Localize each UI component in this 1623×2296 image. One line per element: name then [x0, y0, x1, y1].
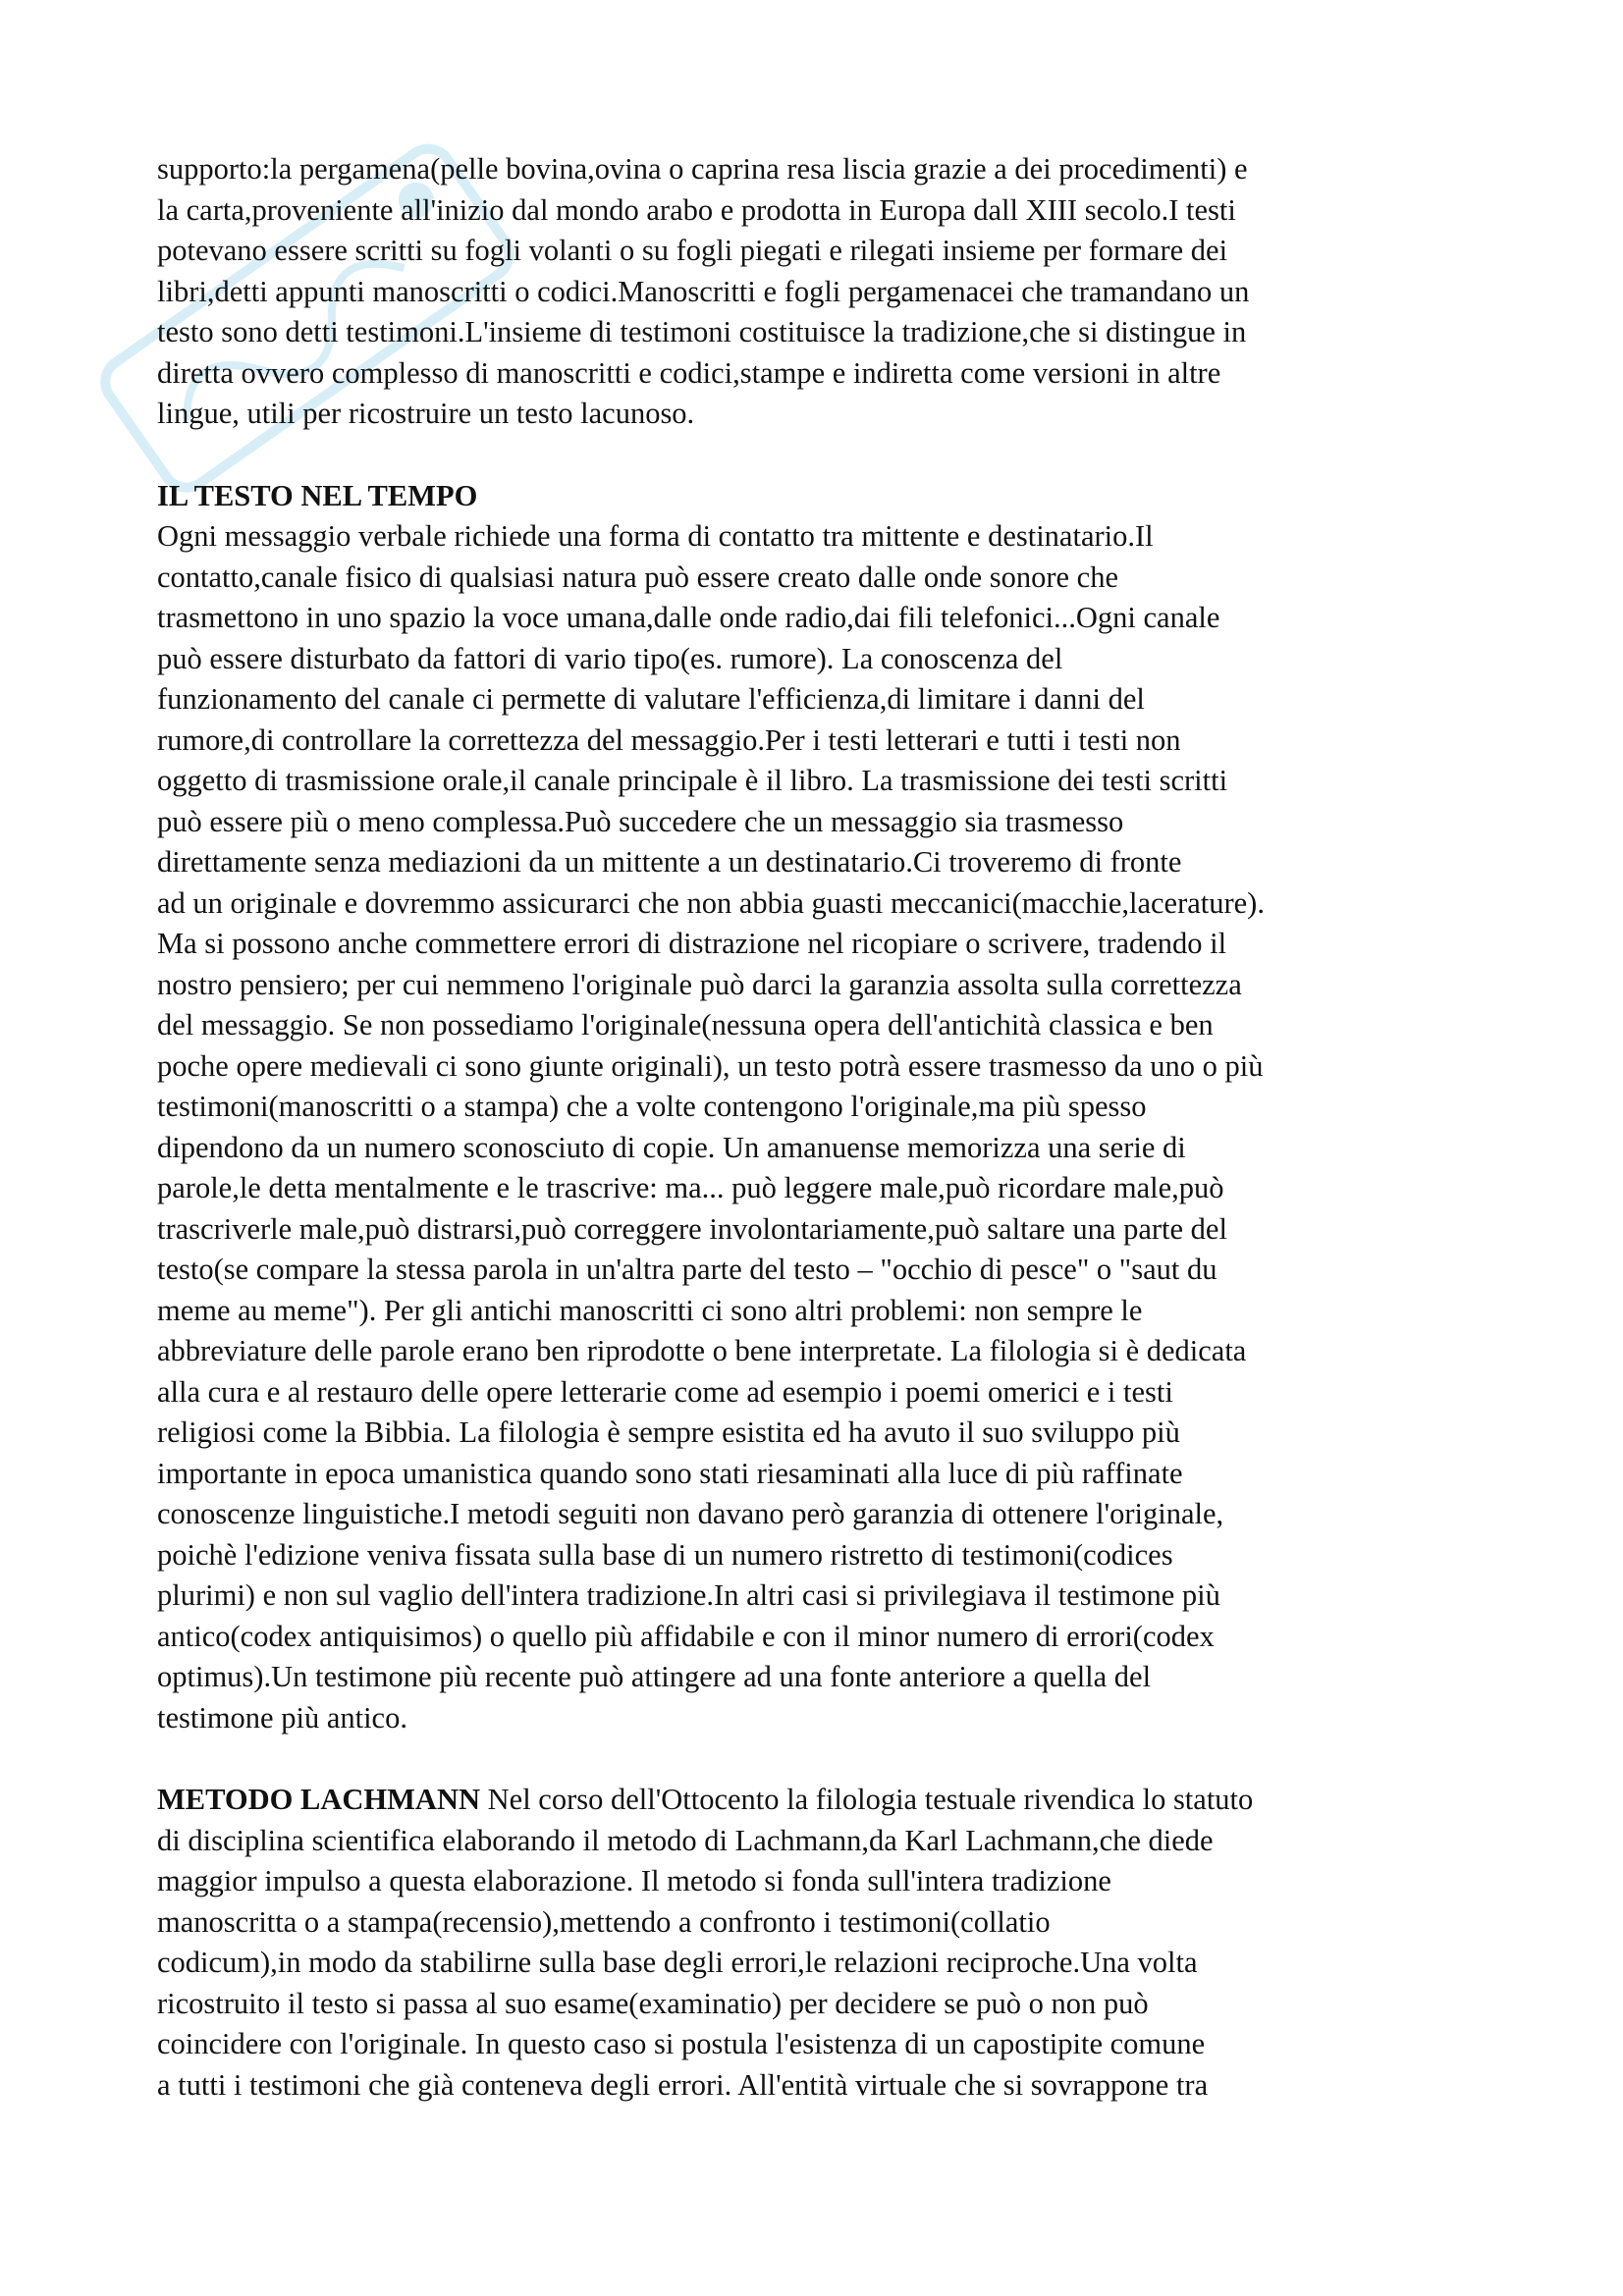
text-line: supporto:la pergamena(pelle bovina,ovina o caprina resa liscia grazie a dei procedimenti) e: [157, 152, 1248, 186]
text-line: funzionamento del canale ci permette di valutare l'efficienza,di limitare i danni del: [157, 682, 1145, 716]
text-line: Ma si possono anche commettere errori di distrazione nel ricopiare o scrivere, tradendo il: [157, 927, 1227, 960]
text-line: la carta,proveniente all'inizio dal mondo arabo e prodotta in Europa dall XIII secolo.I testi: [157, 192, 1236, 227]
text-line: religiosi come la Bibbia. La filologia è sempre esistita ed ha avuto il suo sviluppo più: [157, 1415, 1180, 1449]
text-line: ricostruito il testo si passa al suo esame(examinatio) per decidere se può o non può: [157, 1986, 1149, 2020]
text-line: testimoni(manoscritti o a stampa) che a volte contengono l'originale,ma più spesso: [157, 1090, 1147, 1123]
text-line: rumore,di controllare la correttezza del messaggio.Per i testi letterari e tutti i testi non: [157, 722, 1181, 757]
text-line: nostro pensiero; per cui nemmeno l'originale può darci la garanzia assolta sulla correttezza: [157, 967, 1242, 1001]
text-line: trascriverle male,può distrarsi,può correggere involontariamente,può saltare una parte del: [157, 1211, 1227, 1246]
text-line: ad un originale e dovremmo assicurarci che non abbia guasti meccanici(macchie,lacerature).: [157, 885, 1265, 920]
text-line: potevano essere scritti su fogli volanti o su fogli piegati e rilegati insieme per formare dei: [157, 234, 1228, 267]
section-first-line: [157, 1780, 1478, 1821]
text-line: testimone più antico.: [157, 1700, 407, 1735]
text-line: direttamente senza mediazioni da un mittente a un destinatario.Ci troveremo di fronte: [157, 845, 1182, 879]
text-line: trasmettono in uno spazio la voce umana,dalle onde radio,dai fili telefonici...Ogni canale: [157, 601, 1220, 634]
paragraph-spacer: [157, 435, 1478, 476]
paragraph-spacer: [157, 1738, 1478, 1780]
paragraph-supporto: [157, 149, 1478, 435]
text-line: alla cura e al restauro delle opere letterarie come ad esempio i poemi omerici e i testi: [157, 1374, 1173, 1409]
text-line: optimus).Un testimone più recente può attingere ad una fonte anteriore a quella del: [157, 1660, 1152, 1693]
text-line: del messaggio. Se non possediamo l'originale(nessuna opera dell'antichità classica e ben: [157, 1008, 1214, 1041]
text-line: meme au meme"). Per gli antichi manoscritti ci sono altri problemi: non sempre le: [157, 1293, 1143, 1327]
text-line: Ogni messaggio verbale richiede una forma di contatto tra mittente e destinatario.Il: [157, 519, 1154, 553]
section-metodo-lachmann: [157, 1780, 1478, 2106]
text-line: manoscritta o a stampa(recensio),mettendo a confronto i testimoni(collatio: [157, 1904, 1051, 1939]
text-line: plurimi) e non sul vaglio dell'intera tradizione.In altri casi si privilegiava il testimone più: [157, 1578, 1220, 1612]
section-testo-nel-tempo: [157, 476, 1478, 1739]
section-heading: METODO LACHMANN: [157, 1783, 481, 1816]
text-line: oggetto di trasmissione orale,il canale principale è il libro. La trasmissione dei testi scritti: [157, 764, 1228, 797]
text-line: maggior impulso a questa elaborazione. Il metodo si fonda sull'intera tradizione: [157, 1864, 1111, 1897]
text-line: dipendono da un numero sconosciuto di copie. Un amanuense memorizza una serie di: [157, 1130, 1186, 1164]
text-line: diretta ovvero complesso di manoscritti e codici,stampe e indiretta come versioni in altre: [157, 355, 1221, 390]
text-run: Nel corso dell'Ottocento la filologia testuale rivendica lo statuto: [480, 1783, 1254, 1816]
text-line: poche opere medievali ci sono giunte originali), un testo potrà essere trasmesso da uno o più: [157, 1048, 1264, 1083]
section-heading: IL TESTO NEL TEMPO: [157, 478, 478, 512]
text-line: poichè l'edizione veniva fissata sulla base di un numero ristretto di testimoni(codices: [157, 1537, 1173, 1572]
text-line: a tutti i testimoni che già conteneva degli errori. All'entità virtuale che si sovrappone tra: [157, 2067, 1209, 2102]
text-line: coincidere con l'originale. In questo caso si postula l'esistenza di un capostipite comune: [157, 2027, 1206, 2060]
text-line: testo(se compare la stessa parola in un'altra parte del testo – "occhio di pesce" o "saut du: [157, 1253, 1217, 1286]
text-line: testo sono detti testimoni.L'insieme di testimoni costituisce la tradizione,che si distingue in: [157, 315, 1247, 348]
text-line: antico(codex antiquisimos) o quello più affidabile e con il minor numero di errori(codex: [157, 1619, 1215, 1653]
text-line: abbreviature delle parole erano ben riprodotte o bene interpretate. La filologia si è dedicata: [157, 1334, 1247, 1367]
text-line: codicum),in modo da stabilirne sulla base degli errori,le relazioni reciproche.Una volta: [157, 1946, 1198, 1979]
text-line: di disciplina scientifica elaborando il metodo di Lachmann,da Karl Lachmann,che diede: [157, 1823, 1214, 1857]
text-line: conoscenze linguistiche.I metodi seguiti non davano però garanzia di ottenere l'originale,: [157, 1497, 1224, 1530]
document-page: [157, 149, 1478, 2106]
text-line: può essere disturbato da fattori di vario tipo(es. rumore). La conoscenza del: [157, 641, 1063, 675]
text-line: parole,le detta mentalmente e le trascrive: ma... può leggere male,può ricordare male,può: [157, 1171, 1224, 1204]
text-line: può essere più o meno complessa.Può succedere che un messaggio sia trasmesso: [157, 804, 1124, 838]
text-line: lingue, utili per ricostruire un testo lacunoso.: [157, 397, 695, 430]
text-line: contatto,canale fisico di qualsiasi natura può essere creato dalle onde sonore che: [157, 560, 1118, 594]
text-line: libri,detti appunti manoscritti o codici.Manoscritti e fogli pergamenacei che tramandano un: [157, 274, 1250, 308]
text-line: importante in epoca umanistica quando sono stati riesaminati alla luce di più raffinate: [157, 1456, 1183, 1490]
